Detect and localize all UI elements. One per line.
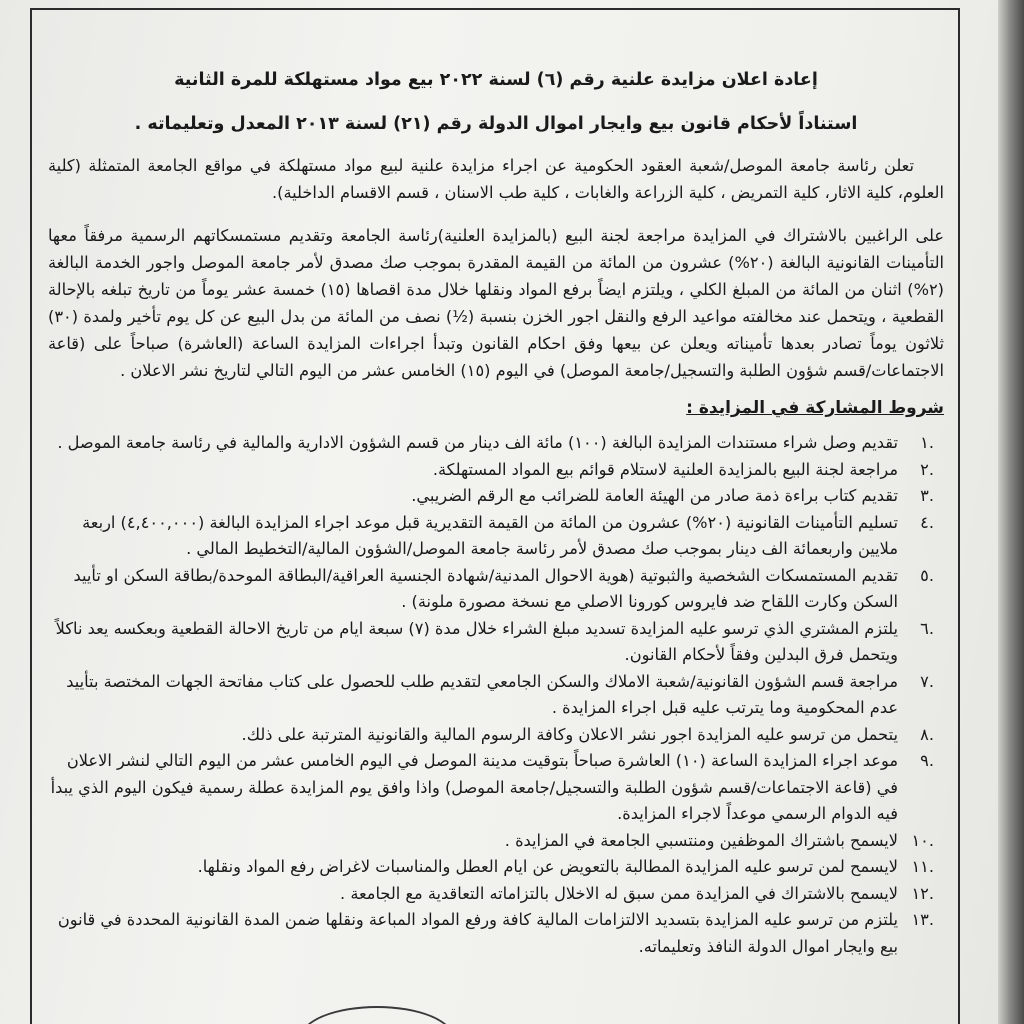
- condition-item: [48, 563, 944, 616]
- condition-number: .٧: [920, 671, 934, 691]
- condition-text: يتحمل من ترسو عليه المزايدة اجور نشر الاعلان وكافة الرسوم المالية والقانونية المترتبة على ذلك.: [241, 724, 898, 744]
- condition-number: .٣: [920, 486, 934, 505]
- condition-text: مراجعة لجنة البيع بالمزايدة العلنية لاستلام قوائم بيع المواد المستهلكة.: [432, 459, 898, 479]
- condition-item: [48, 881, 944, 908]
- condition-text: تسليم التأمينات القانونية (٢٠%) عشرون من المائة من القيمة التقديرية قبل موعد اجراء المزايدة البالغة (٤,٤٠٠,٠٠٠) اربعة ملايين واربعمائة الف دينار بموجب صك مصدق لأمر رئاسة جامعة الموصل/الشؤون المالية/التخطيط المالي .: [82, 512, 898, 558]
- condition-number: .١٠: [911, 830, 934, 850]
- condition-item: [48, 907, 944, 960]
- condition-number: .٩: [920, 751, 934, 770]
- condition-number: .٤: [920, 512, 934, 532]
- condition-text: تقديم كتاب براءة ذمة صادر من الهيئة العامة للضرائب مع الرقم الضريبي.: [411, 486, 898, 505]
- condition-number: .١: [920, 433, 934, 452]
- condition-text: تقديم المستمسكات الشخصية والثبوتية (هوية الاحوال المدنية/شهادة الجنسية العراقية/البطاقة الموحدة/بطاقة السكن او تأييد السكن وكارت اللقاح ضد فايروس كورونا الاصلي مع نسخة مصورة ملونة) .: [73, 565, 898, 611]
- condition-item: [48, 616, 944, 669]
- conditions-list: [48, 430, 944, 960]
- condition-number: .١٢: [911, 883, 934, 903]
- condition-text: لايسمح باشتراك الموظفين ومنتسبي الجامعة في المزايدة .: [504, 830, 898, 850]
- document-body: [48, 60, 944, 1020]
- condition-item: [48, 510, 944, 563]
- condition-item: [48, 430, 944, 457]
- condition-text: تقديم وصل شراء مستندات المزايدة البالغة (١٠٠) مائة الف دينار من قسم الشؤون الادارية والمالية في رئاسة جامعة الموصل .: [57, 433, 898, 452]
- condition-number: .٨: [920, 724, 934, 744]
- legal-basis-subtitle: استناداً لأحكام قانون بيع وايجار اموال الدولة رقم (٢١) لسنة ٢٠١٣ المعدل وتعليماته .: [134, 114, 858, 134]
- condition-item: [48, 722, 944, 749]
- condition-item: [48, 457, 944, 484]
- condition-item: [48, 748, 944, 828]
- page-shadow-edge: [998, 0, 1024, 1024]
- condition-number: .٦: [920, 618, 934, 638]
- condition-item: [48, 669, 944, 722]
- condition-number: .٥: [920, 565, 934, 585]
- condition-item: [48, 828, 944, 855]
- participation-paragraph: على الراغبين بالاشتراك في المزايدة مراجعة لجنة البيع (بالمزايدة العلنية)رئاسة الجامعة وتقديم مستمسكاتهم الرسمية مرفقاً معها التأمينات القانونية البالغة (٢٠%) عشرون من المائة من القيمة المقدرة بموجب صك مصدق لأمر جامعة الموصل واجور الخدمة البالغة (٢%) اثنان من المائة من المبلغ الكلي ، ويلتزم ايضاً برفع المواد ونقلها خلال مدة اقصاها (١٥) خمسة عشر يوماً من تاريخ تبلغه بالإحالة القطعية ، ويتحمل عند مخالفته مواعيد الرفع والنقل اجور الخزن بنسبة (½) نصف من المائة من بدل البيع عن كل يوم تأخير ولمدة (٣٠) ثلاثون يوماً تصادر بعدها تأميناته ويعلن عن بيعها وفق احكام القانون وتبدأ اجراءات المزايدة الساعة (العاشرة) صباحاً على (قاعة الاجتماعات/قسم شؤون الطلبة والتسجيل/جامعة الموصل) في اليوم (١٥) الخامس عشر من اليوم التالي لتاريخ نشر الاعلان .: [48, 226, 945, 380]
- announcement-title: إعادة اعلان مزايدة علنية رقم (٦) لسنة ٢٠٢٢ بيع مواد مستهلكة للمرة الثانية: [174, 70, 818, 90]
- condition-text: لايسمح بالاشتراك في المزايدة ممن سبق له الاخلال بالتزاماته التعاقدية مع الجامعة .: [340, 883, 898, 903]
- condition-text: لايسمح لمن ترسو عليه المزايدة المطالبة بالتعويض عن ايام العطل والمناسبات لاغراض رفع المواد ونقلها.: [197, 857, 898, 876]
- condition-item: [48, 483, 944, 510]
- intro-paragraph: تعلن رئاسة جامعة الموصل/شعبة العقود الحكومية عن اجراء مزايدة علنية لبيع مواد مستهلكة في مواقع الجامعة المتمثلة (كلية العلوم، كلية الاثار، كلية التمريض ، كلية الزراعة والغابات ، كلية طب الاسنان ، قسم الاقسام الداخلية).: [48, 156, 944, 202]
- condition-number: .١٣: [911, 910, 934, 929]
- condition-text: موعد اجراء المزايدة الساعة (١٠) العاشرة صباحاً بتوقيت مدينة الموصل في اليوم الخامس عشر من اليوم التالي لنشر الاعلان في (قاعة الاجتماعات/قسم شؤون الطلبة والتسجيل/جامعة الموصل) واذا وافق يوم المزايدة عطلة رسمية فيكون اليوم الذي يبدأ فيه الدوام الرسمي موعداً لاجراء المزايدة.: [50, 751, 898, 823]
- condition-number: .١١: [911, 857, 934, 876]
- condition-text: يلتزم من ترسو عليه المزايدة بتسديد الالتزامات المالية كافة ورفع المواد المباعة ونقلها ضمن المدة القانونية المحددة في قانون بيع وايجار اموال الدولة النافذ وتعليماته.: [57, 910, 898, 956]
- condition-text: يلتزم المشتري الذي ترسو عليه المزايدة تسديد مبلغ الشراء خلال مدة (٧) سبعة ايام من تاريخ الاحالة القطعية وبعكسه يعد ناكلاً ويتحمل فرق البدلين وفقاً لأحكام القانون.: [55, 618, 898, 664]
- condition-item: [48, 854, 944, 881]
- condition-number: .٢: [920, 459, 934, 479]
- conditions-heading: شروط المشاركة في المزايدة :: [686, 398, 944, 418]
- condition-text: مراجعة قسم الشؤون القانونية/شعبة الاملاك والسكن الجامعي لتقديم طلب للحصول على كتاب مفاتحة الجهات المختصة بتأييد عدم المحكومية وما يترتب عليه قبل اجراء المزايدة .: [66, 671, 898, 717]
